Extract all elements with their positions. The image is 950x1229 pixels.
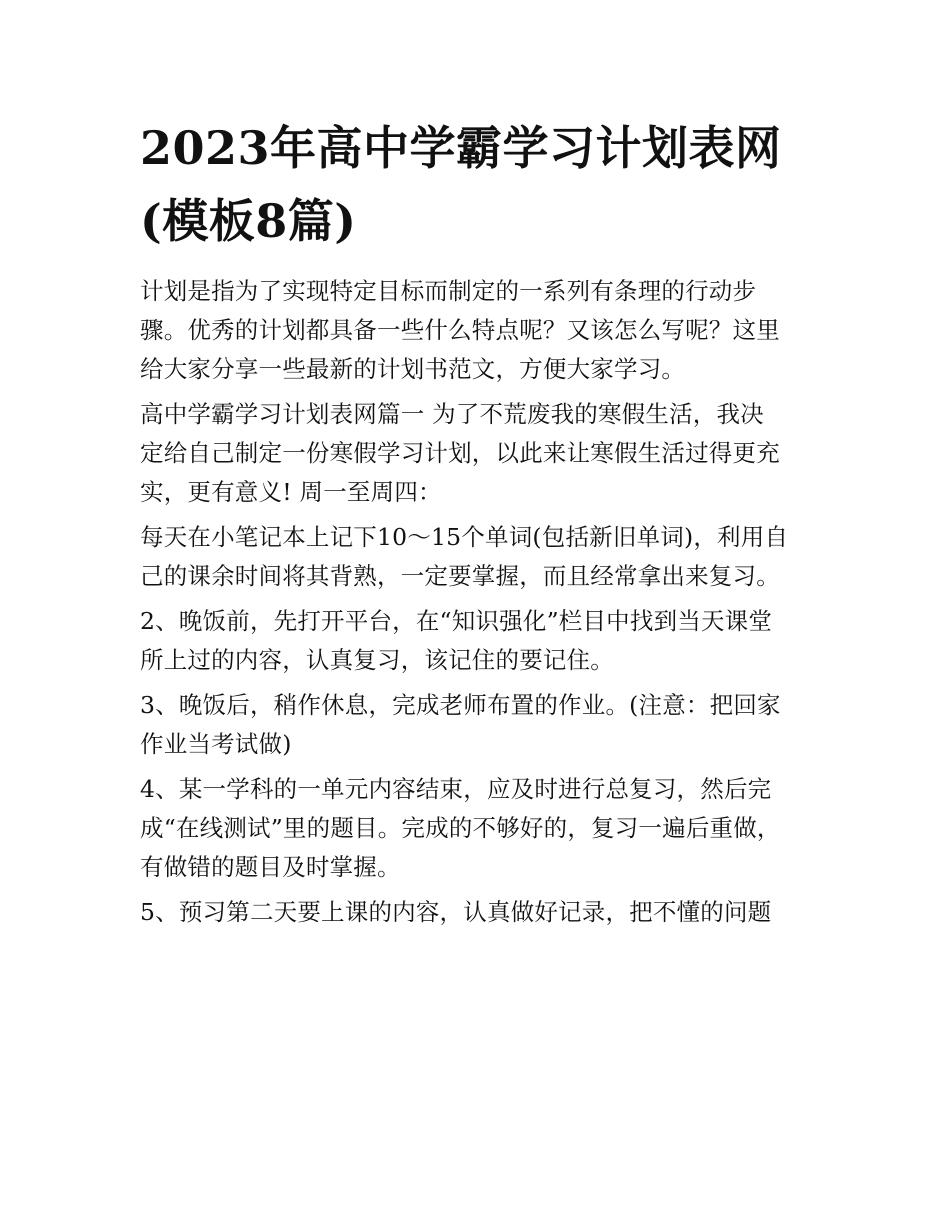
text-line: 2、晚饭前，先打开平台，在“知识强化”栏目中找到当天课堂 xyxy=(140,607,773,635)
item-4-paragraph xyxy=(140,770,820,887)
text-line: 己的课余时间将其背熟，一定要掌握，而且经常拿出来复习。 xyxy=(140,562,780,590)
text-line: 成“在线测试”里的题目。完成的不够好的，复习一遍后重做， xyxy=(140,814,781,842)
title-line: 2023年高中学霸学习计划表网 xyxy=(140,121,782,175)
item-3-paragraph xyxy=(140,686,820,764)
text-line: 计划是指为了实现特定目标而制定的一系列有条理的行动步 xyxy=(140,277,757,305)
text-line: 每天在小笔记本上记下10～15个单词(包括新旧单词)，利用自 xyxy=(140,523,789,551)
text-line: 高中学霸学习计划表网篇一 为了不荒废我的寒假生活，我决 xyxy=(140,400,764,428)
text-line: 骤。优秀的计划都具备一些什么特点呢？又该怎么写呢？这里 xyxy=(140,316,780,344)
document-page xyxy=(140,112,820,938)
text-line: 作业当考试做) xyxy=(140,730,292,758)
text-line: 5、预习第二天要上课的内容，认真做好记录，把不懂的问题 xyxy=(140,898,772,926)
item-2-paragraph xyxy=(140,602,820,680)
text-line: 所上过的内容，认真复习，该记住的要记住。 xyxy=(140,646,614,674)
text-line: 定给自己制定一份寒假学习计划，以此来让寒假生活过得更充 xyxy=(140,439,780,467)
text-line: 给大家分享一些最新的计划书范文，方便大家学习。 xyxy=(140,355,686,383)
text-line: 实，更有意义! 周一至周四： xyxy=(140,478,442,506)
title-line: (模板8篇) xyxy=(140,194,357,248)
text-line: 4、某一学科的一单元内容结束，应及时进行总复习，然后完 xyxy=(140,775,772,803)
text-line: 有做错的题目及时掌握。 xyxy=(140,853,401,881)
intro-paragraph xyxy=(140,272,820,389)
section-one-paragraph xyxy=(140,395,820,512)
item-5-paragraph xyxy=(140,893,820,932)
daily-words-paragraph xyxy=(140,518,820,596)
document-body xyxy=(140,272,820,932)
document-title xyxy=(140,112,820,258)
text-line: 3、晚饭后，稍作休息，完成老师布置的作业。(注意：把回家 xyxy=(140,691,781,719)
